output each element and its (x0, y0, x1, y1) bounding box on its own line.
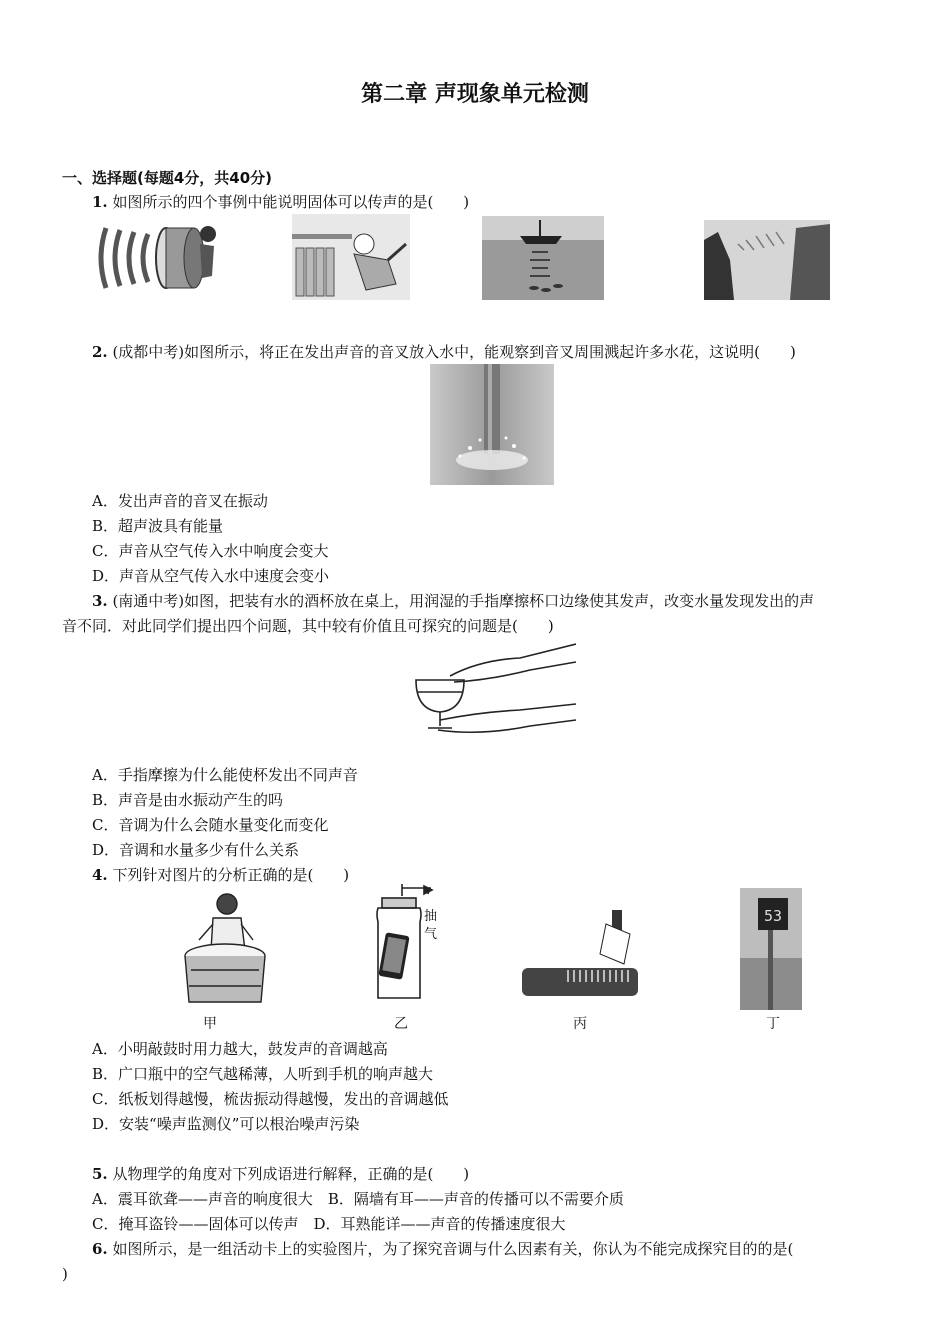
tuning-fork-water-image (430, 364, 554, 485)
question-5 (92, 1164, 469, 1184)
caption-ding: 丁 (766, 1016, 780, 1032)
question-text: 如图所示，是一组活动卡上的实验图片，为了探究音调与什么因素有关，你认为不能完成探究目的的是( (112, 1240, 794, 1258)
meter-reading: 53 (763, 907, 783, 925)
wine-glass-finger-image (410, 640, 576, 738)
question-text: 如图所示的四个事例中能说明固体可以传声的是( ) (112, 193, 470, 211)
question-6-cont: ) (62, 1265, 68, 1283)
q3-option-b: B．声音是由水振动产生的吗 (92, 791, 284, 809)
question-number: 1. (92, 193, 108, 211)
boat-sonar-image (482, 216, 604, 300)
caption-jia: 甲 (203, 1016, 217, 1032)
radiator-listening-image (292, 214, 410, 300)
q2-option-d: D．声音从空气传入水中速度会变小 (92, 567, 330, 585)
q3-option-c: C．音调为什么会随水量变化而变化 (92, 816, 329, 834)
q3-option-d: D．音调和水量多少有什么关系 (92, 841, 300, 859)
mountain-echo-image (704, 220, 830, 300)
question-4 (92, 865, 349, 885)
comb-card-image (520, 904, 640, 1000)
q5-options-ab: A．震耳欲聋——声音的响度很大 B．隔墙有耳——声音的传播可以不需要介质 (92, 1190, 624, 1208)
question-text: (南通中考)如图，把装有水的酒杯放在桌上，用润湿的手指摩擦杯口边缘使其发声，改变水量发现发出的声 (112, 592, 815, 610)
question-number: 3. (92, 592, 108, 610)
q4-option-a: A．小明敲鼓时用力越大，鼓发声的音调越高 (92, 1040, 388, 1058)
caption-yi: 乙 (394, 1016, 408, 1032)
question-number: 5. (92, 1165, 108, 1183)
question-text: (成都中考)如图所示，将正在发出声音的音叉放入水中，能观察到音叉周围溅起许多水花，这说明( ) (112, 343, 796, 361)
question-text: 从物理学的角度对下列成语进行解释，正确的是( ) (112, 1165, 470, 1183)
question-3-cont: 音不同．对此同学们提出四个问题，其中较有价值且可探究的问题是( ) (62, 617, 554, 635)
boy-drum-image (183, 890, 267, 1014)
q3-option-a: A．手指摩擦为什么能使杯发出不同声音 (92, 766, 358, 784)
noise-monitor-image (740, 888, 802, 1010)
q2-option-c: C．声音从空气传入水中响度会变大 (92, 542, 329, 560)
question-3 (92, 591, 814, 611)
pump-label: 抽 (424, 909, 438, 924)
vacuum-jar-phone-image (374, 884, 446, 1004)
question-1 (92, 192, 469, 212)
q2-option-a: A．发出声音的音叉在振动 (92, 492, 268, 510)
question-number: 2. (92, 343, 108, 361)
q2-option-b: B．超声波具有能量 (92, 517, 224, 535)
question-2 (92, 342, 796, 362)
page-title: 第二章 声现象单元检测 (361, 82, 589, 107)
caption-bing: 丙 (573, 1016, 587, 1032)
q4-option-c: C．纸板划得越慢，梳齿振动得越慢，发出的音调越低 (92, 1090, 449, 1108)
section-heading: 一、选择题(每题4分，共40分) (62, 169, 273, 187)
q4-option-d: D．安装“噪声监测仪”可以根治噪声污染 (92, 1115, 360, 1133)
question-number: 6. (92, 1240, 108, 1258)
question-number: 4. (92, 866, 108, 884)
pump-label-2: 气 (424, 927, 438, 942)
drum-sound-wave-image (92, 216, 218, 300)
question-6 (92, 1239, 793, 1259)
q5-options-cd: C．掩耳盗铃——固体可以传声 D．耳熟能详——声音的传播速度很大 (92, 1215, 566, 1233)
question-text: 下列针对图片的分析正确的是( ) (112, 866, 350, 884)
q4-option-b: B．广口瓶中的空气越稀薄，人听到手机的响声越大 (92, 1065, 434, 1083)
